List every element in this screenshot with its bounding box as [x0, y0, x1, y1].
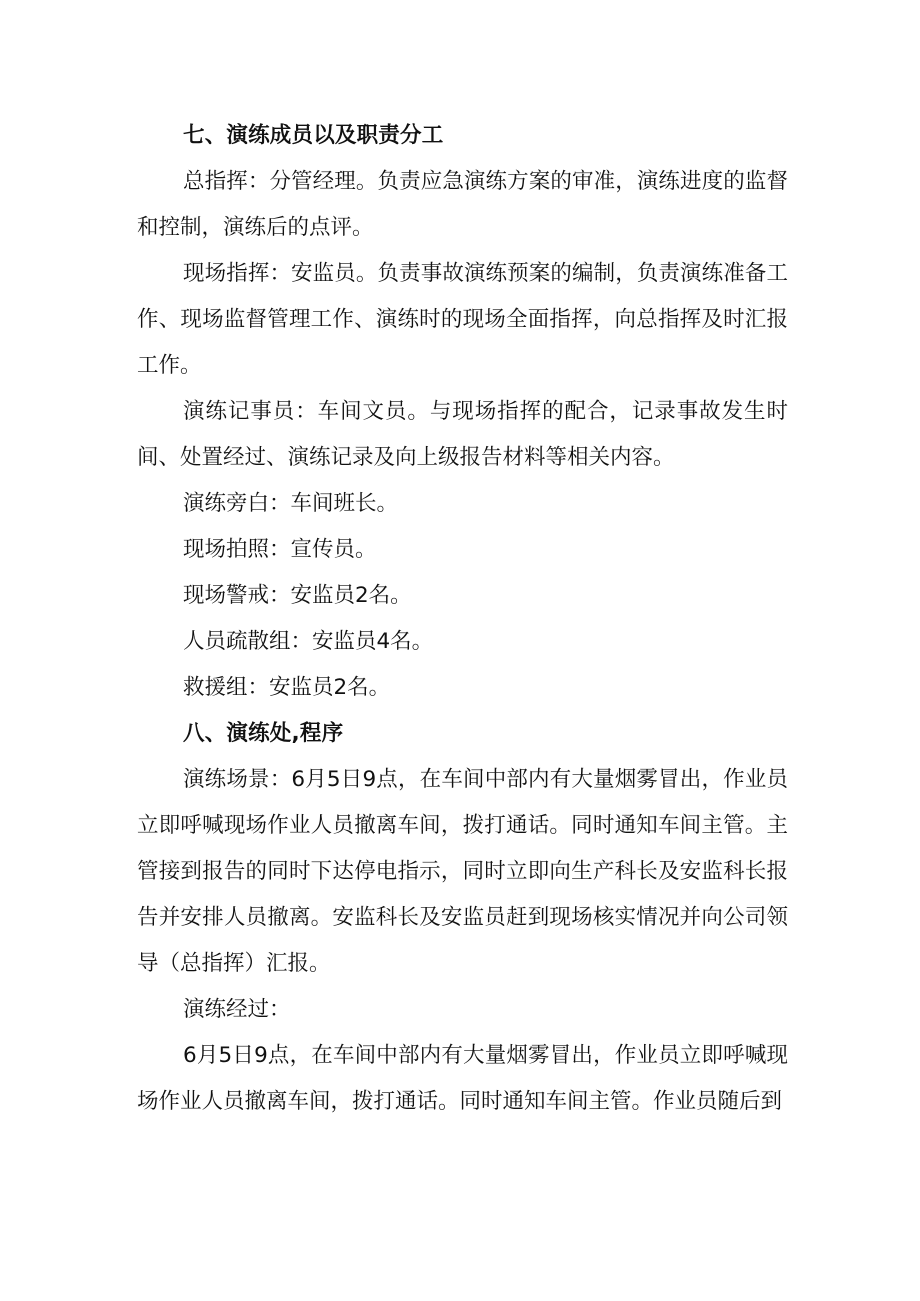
role-commander: 总指挥：分管经理。负责应急演练方案的审准，演练进度的监督和控制，演练后的点评。: [137, 169, 788, 240]
role-evacuation-team: 人员疏散组：安监员4名。: [183, 629, 434, 654]
section-7-heading: 七、演练成员以及职责分工: [183, 123, 444, 148]
role-site-commander: 现场指挥：安监员。负责事故演练预案的编制，负责演练准备工作、现场监督管理工作、演练时的现场全面指挥，向总指挥及时汇报工作。: [137, 261, 788, 378]
section-8-heading: 八、演练处,程序: [183, 721, 344, 746]
role-recorder: 演练记事员：车间文员。与现场指挥的配合，记录事故发生时间、处置经过、演练记录及向上级报告材料等相关内容。: [137, 399, 788, 470]
drill-scenario: 演练场景：6月5日9点，在车间中部内有大量烟雾冒出，作业员立即呼喊现场作业人员撤离车间，拨打通话。同时通知车间主管。主管接到报告的同时下达停电指示，同时立即向生产科长及安监科长报告并安排人员撤离。安监科长及安监员赶到现场核实情况并向公司领导（总指挥）汇报。: [137, 767, 788, 976]
role-narrator: 演练旁白：车间班长。: [183, 491, 399, 516]
role-rescue-team: 救援组：安监员2名。: [183, 675, 391, 700]
role-photographer: 现场拍照：宣传员。: [183, 537, 377, 562]
role-guard: 现场警戒：安监员2名。: [183, 583, 412, 608]
document-body: [137, 113, 788, 1125]
drill-process-text: 6月5日9点，在车间中部内有大量烟雾冒出，作业员立即呼喊现场作业人员撤离车间，拨打通话。同时通知车间主管。作业员随后到: [137, 1043, 788, 1114]
drill-process-label: 演练经过：: [183, 997, 291, 1022]
